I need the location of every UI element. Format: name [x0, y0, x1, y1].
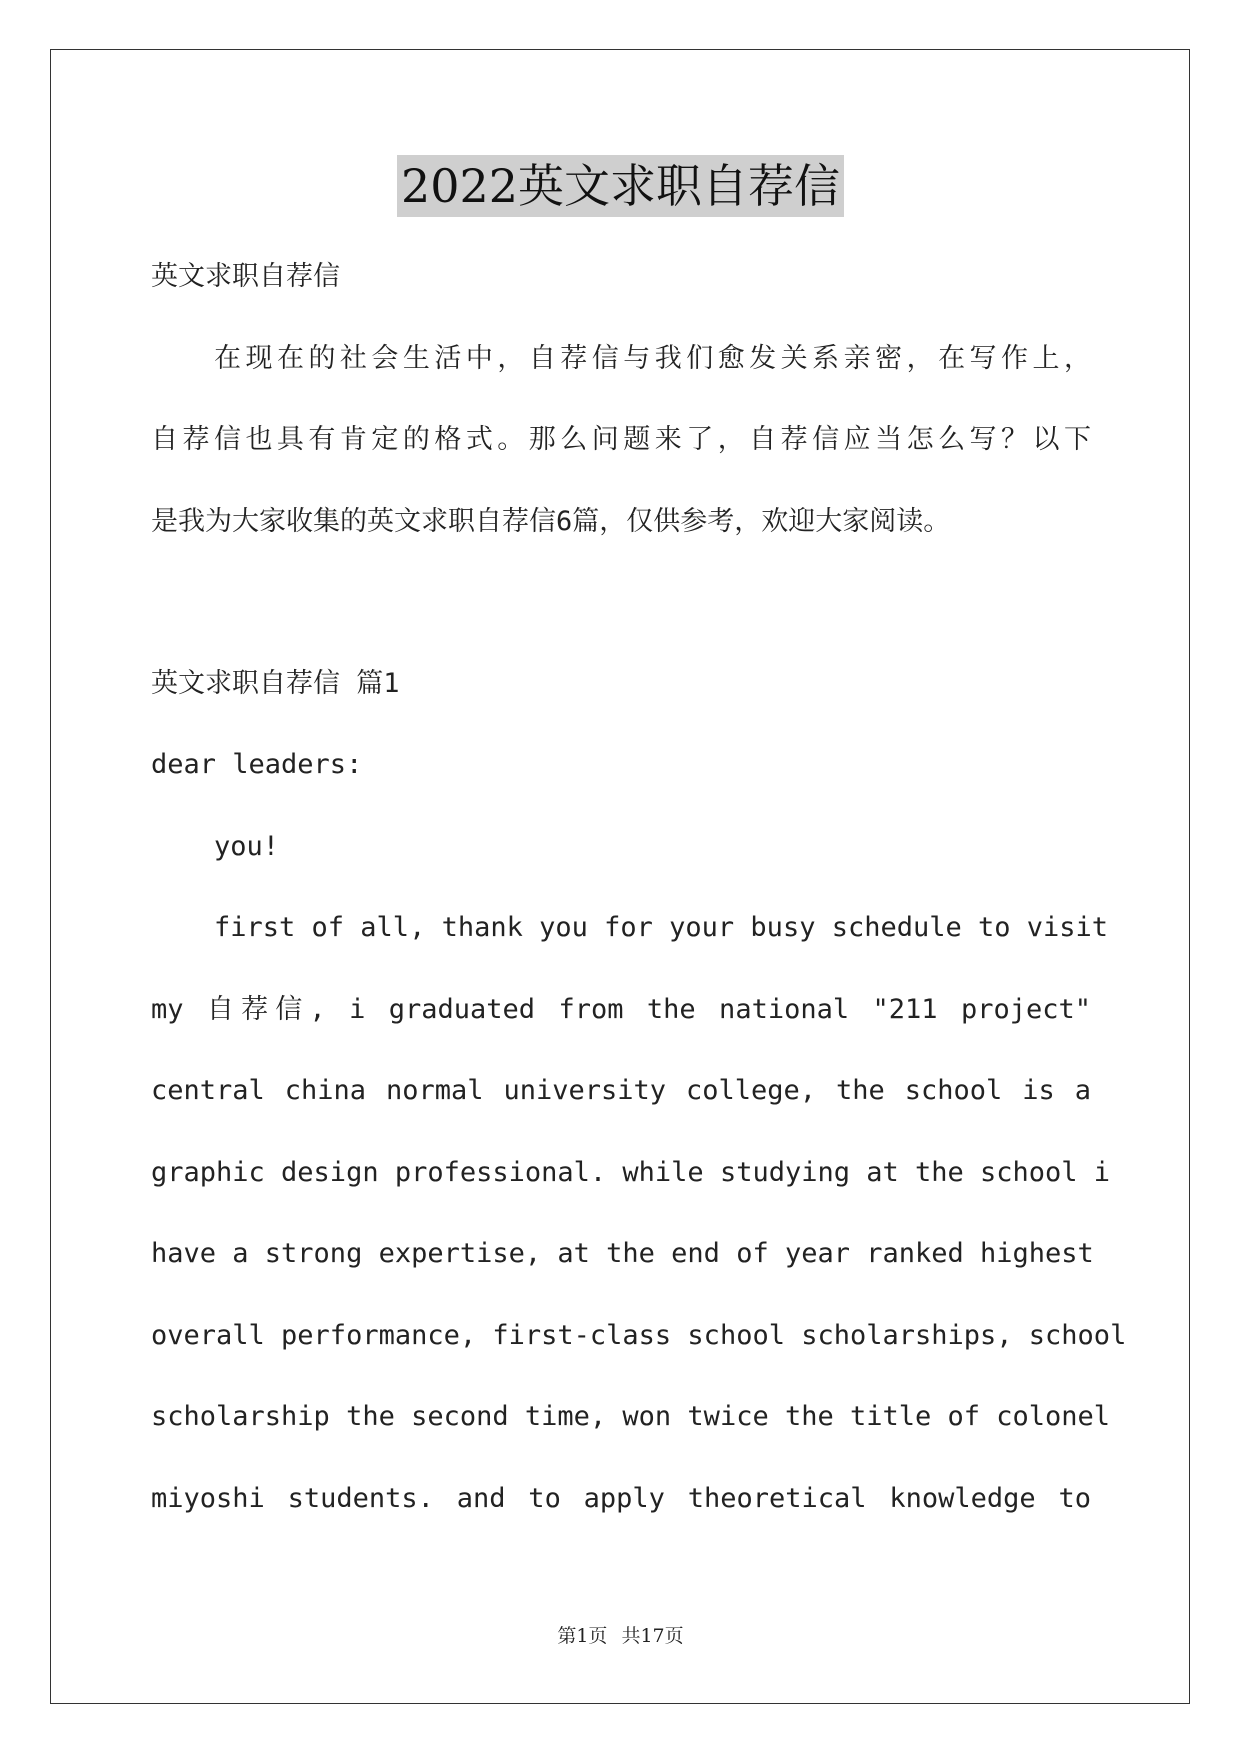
page-total: 共17页 [621, 1625, 684, 1647]
paragraph-line: graphic design professional. while studying at the school i [151, 1156, 1111, 1188]
document-body [151, 259, 1127, 1562]
paragraph-line: my 自荐信, i graduated from the national "211 project" [151, 993, 1091, 1025]
paragraph-line: 自荐信也具有肯定的格式。那么问题来了，自荐信应当怎么写？以下 [151, 424, 1091, 455]
page-number: 第1页 [557, 1625, 608, 1647]
page-footer [0, 1621, 1241, 1648]
salutation-line: dear leaders: [151, 749, 363, 780]
paragraph-line: have a strong expertise, at the end of year ranked highest [151, 1238, 1094, 1269]
paragraph-line: first of all, thank you for your busy schedule to visit [214, 912, 1109, 943]
paragraph-line: scholarship the second time, won twice the title of colonel [151, 1401, 1111, 1432]
paragraph-line: overall performance, first-class school scholarships, school [151, 1319, 1127, 1351]
greeting-line: you! [214, 830, 280, 862]
title-container [0, 155, 1241, 217]
section-heading: 英文求职自荐信 篇1 [151, 667, 400, 699]
paragraph-line: central china normal university college, the school is a [151, 1075, 1091, 1106]
subtitle-line: 英文求职自荐信 [151, 261, 340, 292]
paragraph-line: miyoshi students. and to apply theoretical knowledge to [151, 1482, 1091, 1514]
paragraph-line: 是我为大家收集的英文求职自荐信6篇，仅供参考，欢迎大家阅读。 [151, 505, 951, 537]
paragraph-line: 在现在的社会生活中，自荐信与我们愈发关系亲密，在写作上， [214, 342, 1091, 374]
document-title: 2022英文求职自荐信 [397, 155, 844, 217]
